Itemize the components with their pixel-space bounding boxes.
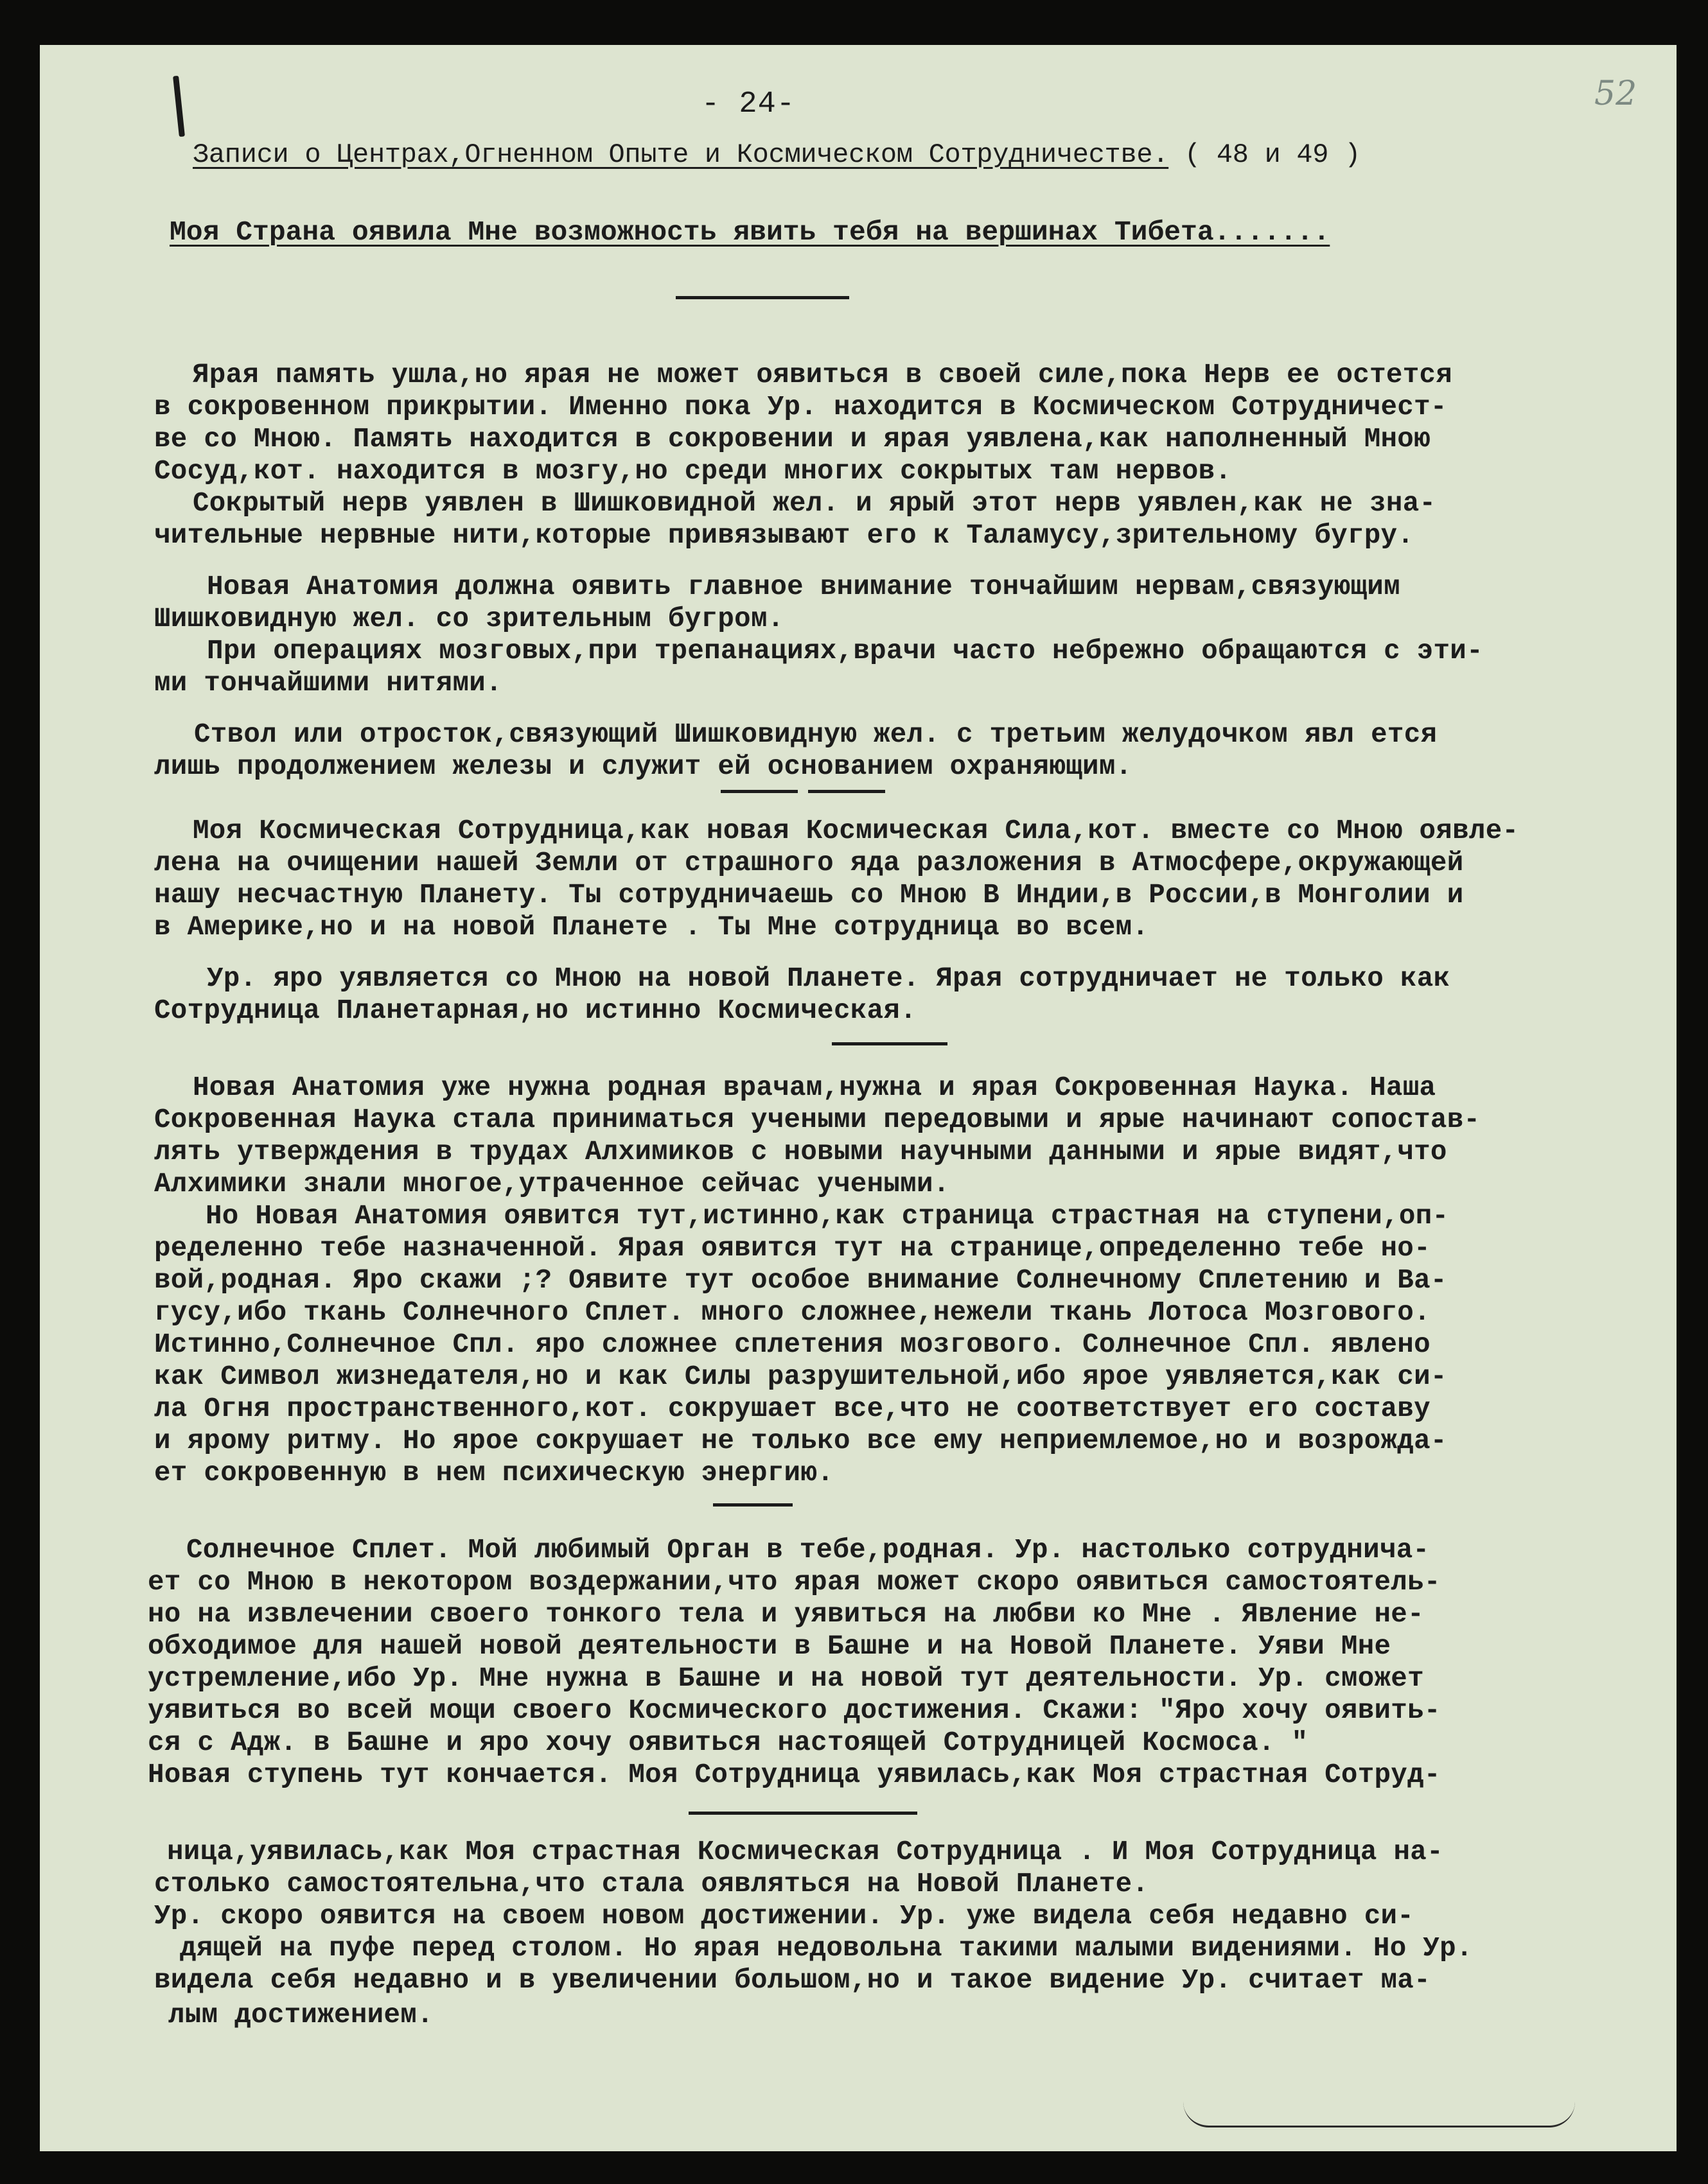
text-line: Ур. скоро оявится на своем новом достижении. Ур. уже видела себя недавно си- — [154, 1901, 1414, 1932]
text-line: ница,уявилась,как Моя страстная Космическая Сотрудница . И Моя Сотрудница на- — [167, 1837, 1443, 1867]
document-page — [40, 45, 1677, 2151]
page-number: - 24- — [701, 87, 796, 121]
separator-rule — [713, 1503, 793, 1507]
page-title — [193, 139, 1360, 170]
text-line: лишь продолжением железы и служит ей основанием охраняющим. — [154, 751, 1132, 782]
text-line: ла Огня пространственного,кот. сокрушает все,что не соответствует его составу — [154, 1393, 1431, 1424]
text-line: Шишковидную жел. со зрительным бугром. — [154, 604, 784, 634]
text-line: Солнечное Сплет. Мой любимый Орган в тебе,родная. Ур. настолько сотруднича- — [186, 1535, 1430, 1566]
text-line: Новая ступень тут кончается. Моя Сотрудница уявилась,как Моя страстная Сотруд- — [148, 1760, 1441, 1790]
text-line: Ствол или отросток,связующий Шишковидную жел. с третьим желудочком явл ется — [194, 719, 1438, 750]
text-line: лена на очищении нашей Земли от страшного яда разложения в Атмосфере,окружающей — [154, 848, 1464, 878]
text-line: лым достижением. — [168, 2000, 434, 2031]
subtitle: Моя Страна оявила Мне возможность явить тебя на вершинах Тибета....... — [170, 216, 1330, 248]
text-line: ве со Мною. Память находится в сокровении и ярая уявлена,как наполненный Мною — [154, 424, 1431, 455]
text-line: обходимое для нашей новой деятельности в Башне и на Новой Планете. Уяви Мне — [148, 1631, 1391, 1662]
text-line: столько самостоятельна,что стала оявляться на Новой Планете. — [154, 1869, 1149, 1900]
text-line: ся с Адж. в Башне и яро хочу оявиться настоящей Сотрудницей Космоса. " — [148, 1727, 1308, 1758]
text-line: вой,родная. Яро скажи ;? Оявите тут особое внимание Солнечному Сплетению и Ва- — [154, 1265, 1447, 1296]
text-line: ределенно тебе назначенной. Ярая оявится тут на странице,определенно тебе но- — [154, 1233, 1431, 1264]
text-line: ми тончайшими нитями. — [154, 668, 502, 699]
text-line: лять утверждения в трудах Алхимиков с новыми научными данными и ярые видят,что — [154, 1137, 1447, 1167]
text-line: Сокрытый нерв уявлен в Шишковидной жел. и ярый этот нерв уявлен,как не зна- — [193, 488, 1436, 519]
pen-bracket-mark — [1183, 2081, 1575, 2127]
text-line: и ярому ритму. Но ярое сокрушает не только все ему неприемлемое,но и возрожда- — [154, 1426, 1447, 1456]
text-line: как Символ жизнедателя,но и как Силы разрушительной,ибо ярое уявляется,как си- — [154, 1361, 1447, 1392]
text-line: дящей на пуфе перед столом. Но ярая недовольна такими малыми видениями. Но Ур. — [180, 1933, 1473, 1964]
text-line: Сосуд,кот. находится в мозгу,но среди многих сокрытых там нервов. — [154, 456, 1232, 487]
separator-rule — [676, 296, 849, 299]
text-line: в Америке,но и на новой Планете . Ты Мне сотрудница во всем. — [154, 912, 1149, 943]
text-line: ет сокровенную в нем психическую энергию. — [154, 1458, 834, 1489]
separator-rule — [832, 1042, 947, 1045]
text-line: чительные нервные нити,которые привязывают его к Таламусу,зрительному бугру. — [154, 520, 1414, 551]
text-line: Моя Космическая Сотрудница,как новая Космическая Сила,кот. вместе со Мною оявле- — [193, 816, 1519, 846]
archive-page-number: 52 — [1594, 74, 1637, 113]
text-line: Но Новая Анатомия оявится тут,истинно,как страница страстная на ступени,оп- — [206, 1201, 1449, 1232]
text-line: Сокровенная Наука стала приниматься учеными передовыми и ярые начинают сопостав- — [154, 1105, 1481, 1135]
text-line: видела себя недавно и в увеличении большом,но и такое видение Ур. считает ма- — [154, 1965, 1431, 1996]
text-line: нашу несчастную Планету. Ты сотрудничаешь со Мною В Индии,в России,в Монголии и — [154, 880, 1464, 911]
text-line: в сокровенном прикрытии. Именно пока Ур. находится в Космическом Сотрудничест- — [154, 392, 1447, 423]
text-line: Алхимики знали многое,утраченное сейчас учеными. — [154, 1169, 950, 1200]
title-underlined: Записи о Центрах,Огненном Опыте и Космическом Сотрудничестве. — [193, 139, 1169, 170]
text-line: Новая Анатомия должна оявить главное внимание тончайшим нервам,связующим — [207, 572, 1400, 602]
text-line: но на извлечении своего тонкого тела и уявиться на любви ко Мне . Явление не- — [148, 1599, 1424, 1630]
text-line: Ярая память ушла,но ярая не может оявиться в своей силе,пока Нерв ее остется — [193, 360, 1453, 390]
separator-rule — [689, 1812, 917, 1815]
text-line: Сотрудница Планетарная,но истинно Космическая. — [154, 995, 917, 1026]
text-line: При операциях мозговых,при трепанациях,врачи часто небрежно обращаются с эти- — [207, 636, 1483, 667]
text-line: ет со Мною в некотором воздержании,что ярая может скоро оявиться самостоятель- — [148, 1567, 1441, 1598]
pen-stroke-mark — [173, 76, 185, 137]
text-line: уявиться во всей мощи своего Космического достижения. Скажи: "Яро хочу оявить- — [148, 1695, 1441, 1726]
title-tail: ( 48 и 49 ) — [1168, 139, 1361, 170]
text-line: Ур. яро уявляется со Мною на новой Планете. Ярая сотрудничает не только как — [207, 963, 1450, 994]
text-line: устремление,ибо Ур. Мне нужна в Башне и на новой тут деятельности. Ур. сможет — [148, 1663, 1424, 1694]
text-line: Истинно,Солнечное Спл. яро сложнее сплетения мозгового. Солнечное Спл. явлено — [154, 1329, 1431, 1360]
text-line: гусу,ибо ткань Солнечного Сплет. много сложнее,нежели ткань Лотоса Мозгового. — [154, 1297, 1431, 1328]
separator-rule — [808, 790, 885, 793]
text-line: Новая Анатомия уже нужна родная врачам,нужна и ярая Сокровенная Наука. Наша — [193, 1072, 1436, 1103]
separator-rule — [721, 790, 798, 793]
